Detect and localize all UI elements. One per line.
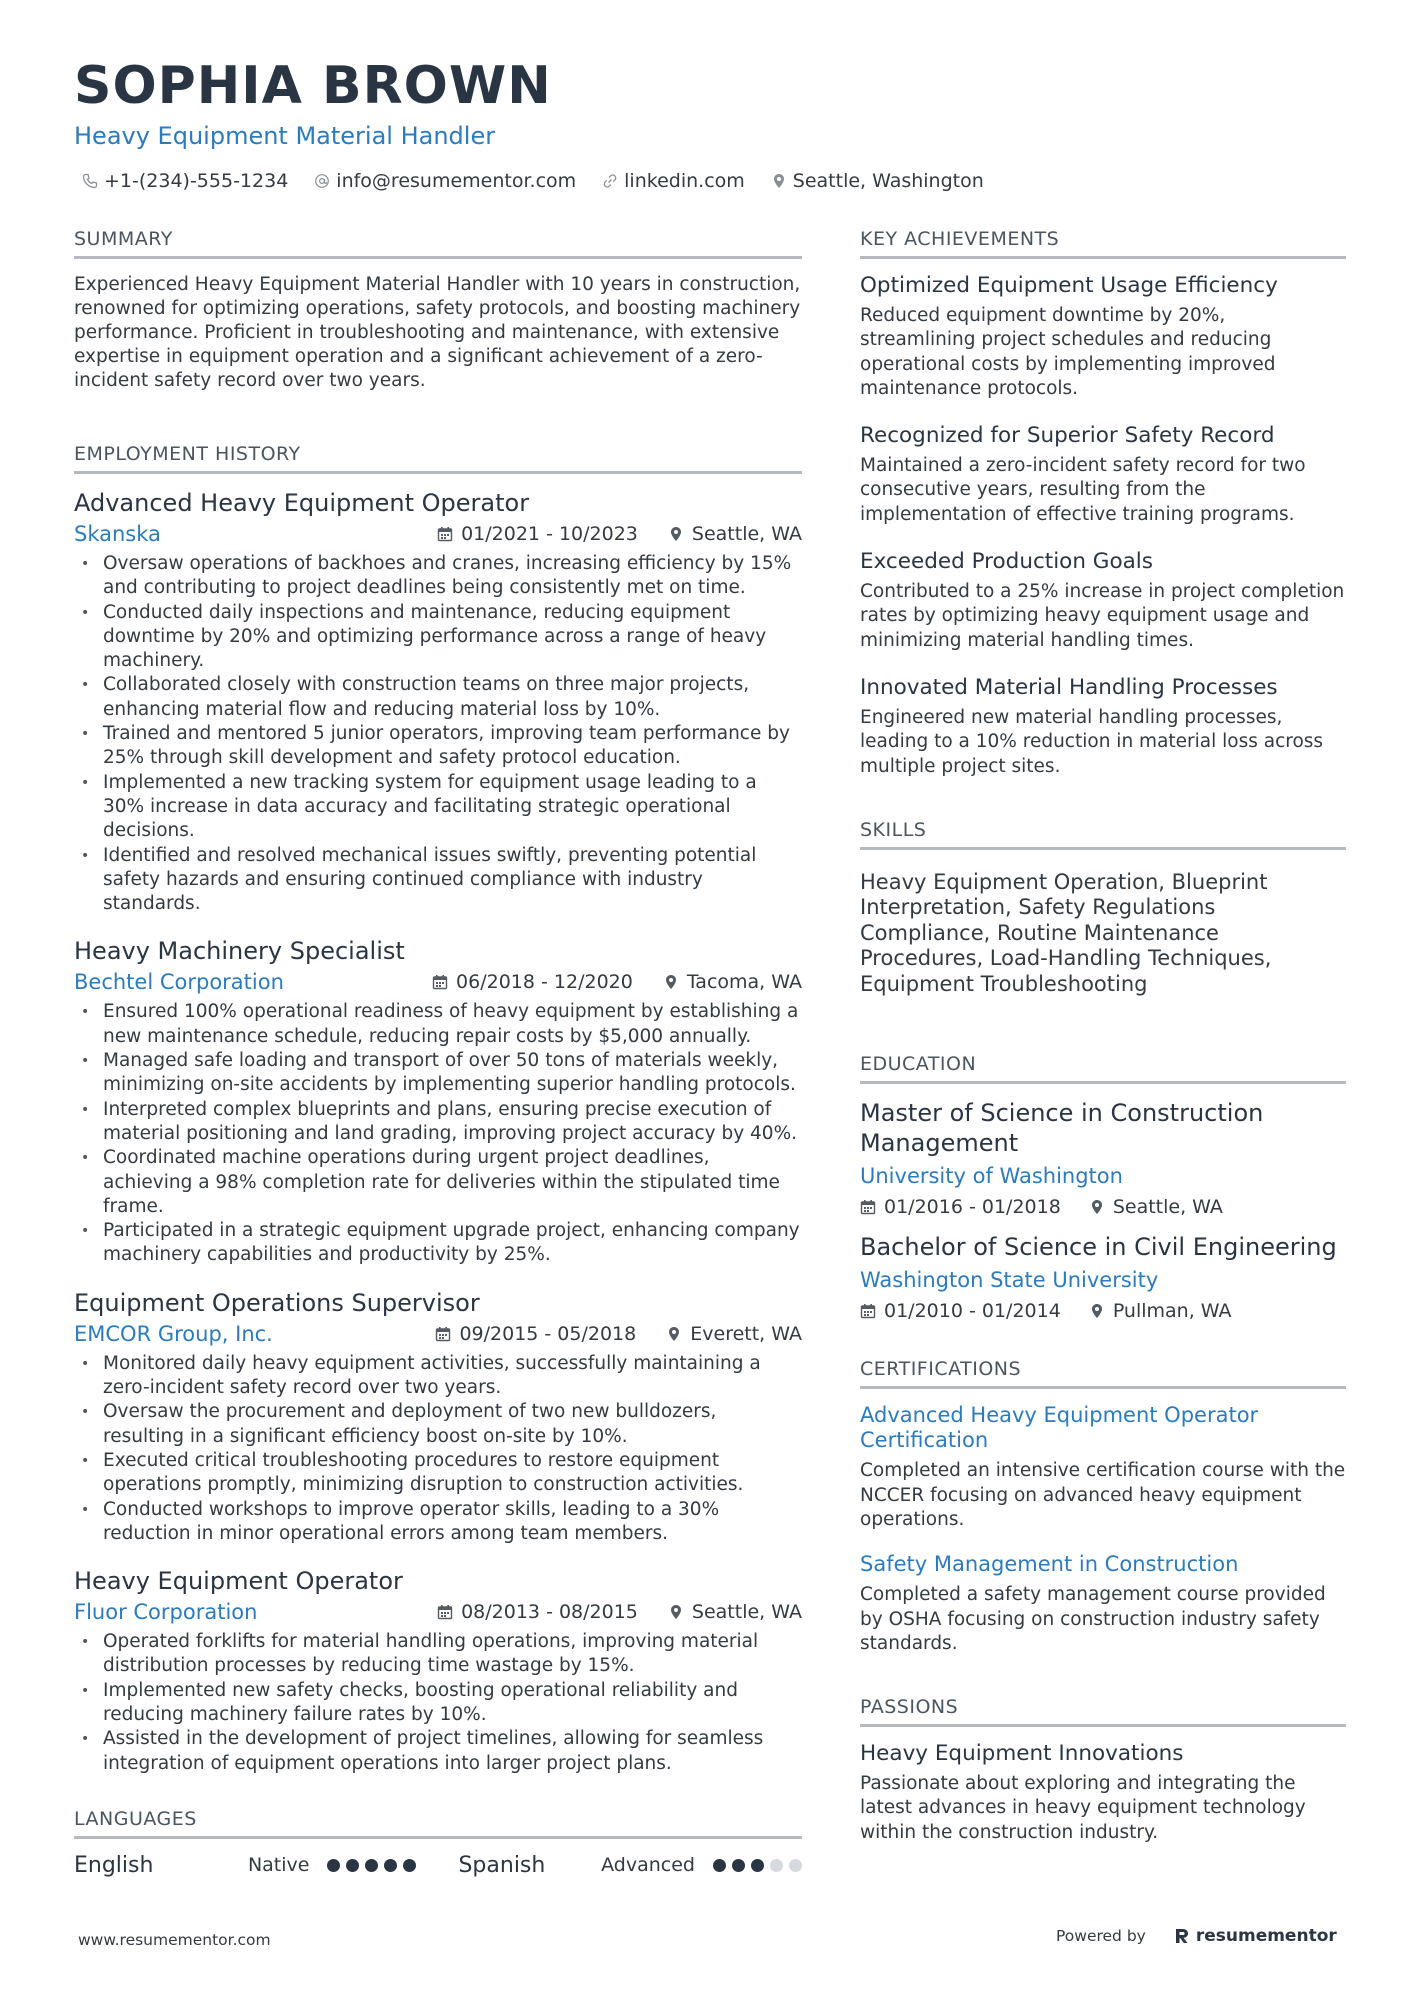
job-entry (74, 488, 802, 916)
education-dates: 01/2010 - 01/2014 (884, 1300, 1061, 1323)
list-item: • Participated in a strategic equipment upgrade project, enhancing company machinery capabilities and productivity by 25%. (74, 1219, 802, 1268)
job-entry (74, 1566, 802, 1776)
footer-website[interactable]: www.resumementor.com (78, 1931, 271, 1949)
right-column (860, 228, 1346, 1867)
left-column (74, 228, 802, 1878)
job-meta (74, 1322, 802, 1346)
list-item: • Interpreted complex blueprints and plans, ensuring precise execution of material positioning and land grading, improving project accuracy by 40%. (74, 1098, 802, 1147)
job-meta (74, 522, 802, 546)
language-rating (327, 1859, 416, 1872)
link-icon (602, 173, 618, 189)
certification-text: Completed an intensive certification course with the NCCER focusing on advanced heavy equipment operations. (860, 1460, 1346, 1530)
job-dates: 01/2021 - 10/2023 (461, 523, 638, 545)
language-name: English (74, 1852, 154, 1878)
brand-name: resumementor (1195, 1926, 1337, 1946)
list-item: • Conducted workshops to improve operator skills, leading to a 30% reduction in minor operational errors among team members. (74, 1498, 802, 1547)
passions-section (860, 1696, 1346, 1845)
education-item (860, 1232, 1346, 1322)
contact-phone-text: +1-(234)-555-1234 (104, 170, 289, 192)
rating-dot (327, 1859, 340, 1872)
section-title-certifications: CERTIFICATIONS (860, 1358, 1346, 1389)
rating-dot (346, 1859, 359, 1872)
email-icon (314, 173, 330, 189)
section-title-skills: SKILLS (860, 819, 1346, 850)
location-icon (663, 974, 679, 990)
achievement-text: Maintained a zero-incident safety record for two consecutive years, resulting from the implementation of effective training programs. (860, 455, 1306, 525)
rating-dot (770, 1859, 783, 1872)
calendar-icon (435, 1326, 451, 1342)
location-icon (1089, 1199, 1105, 1215)
job-location: Seattle, WA (691, 1601, 802, 1624)
languages-section (74, 1808, 802, 1878)
location-icon (666, 1326, 682, 1342)
job-dates: 08/2013 - 08/2015 (461, 1601, 638, 1624)
list-item: • Coordinated machine operations during urgent project deadlines, achieving a 98% completion rate for deliveries within the stipulated time frame. (74, 1146, 802, 1219)
job-bullets (74, 552, 802, 916)
rating-dot (789, 1859, 802, 1872)
rating-dot (751, 1859, 764, 1872)
contact-location (771, 170, 984, 192)
certification-text: Completed a safety management course provided by OSHA focusing on construction industry safety standards. (860, 1584, 1326, 1654)
job-title: Heavy Equipment Operator (74, 1567, 403, 1596)
achievement-title: Optimized Equipment Usage Efficiency (860, 273, 1278, 298)
language-level: Advanced (601, 1854, 695, 1877)
education-location: Seattle, WA (1112, 1196, 1223, 1219)
rating-dot (713, 1859, 726, 1872)
list-item: • Ensured 100% operational readiness of heavy equipment by establishing a new maintenance schedule, reducing repair costs by $5,000 annually. (74, 1000, 802, 1049)
rating-dot (384, 1859, 397, 1872)
list-item: • Trained and mentored 5 junior operators, improving team performance by 25% through skill development and safety protocol education. (74, 722, 802, 771)
job-entry (74, 1288, 802, 1546)
achievements-section (860, 228, 1346, 779)
candidate-name: SOPHIA BROWN (74, 56, 552, 116)
job-title: Equipment Operations Supervisor (74, 1288, 480, 1317)
contact-bar (82, 170, 984, 192)
section-title-languages: LANGUAGES (74, 1808, 802, 1839)
passion-title: Heavy Equipment Innovations (860, 1741, 1184, 1767)
job-meta (74, 1600, 802, 1624)
rating-dot (403, 1859, 416, 1872)
list-item: • Executed critical troubleshooting procedures to restore equipment operations promptly, minimizing disruption to construction activities. (74, 1449, 802, 1498)
job-company: Bechtel Corporation (74, 970, 284, 995)
calendar-icon (860, 1199, 876, 1215)
education-degree: Bachelor of Science in Civil Engineering (860, 1233, 1337, 1262)
certification-title: Safety Management in Construction (860, 1552, 1239, 1577)
passion-item (860, 1741, 1346, 1845)
achievement-text: Engineered new material handling processes, leading to a 10% reduction in material loss across multiple project sites. (860, 706, 1324, 777)
section-title-summary: SUMMARY (74, 228, 802, 259)
achievement-title: Recognized for Superior Safety Record (860, 423, 1275, 449)
skills-text: Heavy Equipment Operation, Blueprint Interpretation, Safety Regulations Compliance, Routine Maintenance Procedures, Load-Handling Techniques, Equipment Troubleshooting (860, 869, 1272, 996)
contact-location-text: Seattle, Washington (792, 170, 984, 192)
job-title: Heavy Machinery Specialist (74, 937, 405, 966)
achievement-item (860, 549, 1346, 653)
calendar-icon (432, 974, 448, 990)
list-item: • Conducted daily inspections and maintenance, reducing equipment downtime by 20% and optimizing performance across a range of heavy machinery. (74, 601, 802, 674)
job-bullets (74, 1000, 802, 1267)
section-title-achievements: KEY ACHIEVEMENTS (860, 228, 1346, 259)
section-title-employment: EMPLOYMENT HISTORY (74, 443, 802, 474)
powered-by-label: Powered by (1056, 1927, 1146, 1945)
job-company: EMCOR Group, Inc. (74, 1321, 273, 1346)
job-company: Fluor Corporation (74, 1600, 258, 1625)
achievement-title: Innovated Material Handling Processes (860, 674, 1278, 700)
job-bullets (74, 1352, 802, 1546)
rating-dot (365, 1859, 378, 1872)
rating-dot (732, 1859, 745, 1872)
contact-linkedin-text: linkedin.com (624, 170, 745, 192)
education-school: Washington State University (860, 1268, 1159, 1293)
education-school: University of Washington (860, 1164, 1123, 1189)
list-item: • Implemented a new tracking system for equipment usage leading to a 30% increase in data accuracy and facilitating strategic operational decisions. (74, 771, 802, 844)
brand-logo-icon (1174, 1927, 1190, 1945)
language-rating (713, 1859, 802, 1872)
skills-section (860, 819, 1346, 998)
education-dates: 01/2016 - 01/2018 (884, 1196, 1061, 1219)
summary-text: Experienced Heavy Equipment Material Handler with 10 years in construction, renowned for optimizing operations, safety protocols, and boosting machinery performance. Proficient in troubleshooting and maintenance, with extensive expertise in equipment operation and a significant achievement of a zero-incident safety record over two years. (74, 274, 801, 391)
location-icon (668, 1604, 684, 1620)
achievement-text: Contributed to a 25% increase in project completion rates by optimizing heavy equipment usage and minimizing material handling times. (860, 581, 1345, 651)
education-item (860, 1098, 1346, 1218)
list-item: • Oversaw operations of backhoes and cranes, increasing efficiency by 15% and contributing to project deadlines being consistently met on time. (74, 552, 802, 601)
certification-item (860, 1403, 1346, 1532)
footer-branding (1056, 1926, 1337, 1946)
certification-title: Advanced Heavy Equipment Operator Certification (860, 1403, 1259, 1453)
calendar-icon (860, 1303, 876, 1319)
job-location: Everett, WA (690, 1322, 802, 1345)
contact-email-text: info@resumementor.com (336, 170, 577, 192)
job-bullets (74, 1630, 802, 1776)
candidate-role: Heavy Equipment Material Handler (74, 122, 496, 150)
certification-item (860, 1552, 1346, 1656)
summary-section (74, 228, 802, 393)
achievement-item (860, 423, 1346, 527)
list-item: • Collaborated closely with construction teams on three major projects, enhancing material flow and reducing material loss by 10%. (74, 673, 802, 722)
job-location: Seattle, WA (691, 523, 802, 545)
job-dates: 06/2018 - 12/2020 (456, 971, 633, 994)
list-item: • Managed safe loading and transport of over 50 tons of materials weekly, minimizing on-site accidents by implementing superior handling protocols. (74, 1049, 802, 1098)
achievement-item (860, 273, 1346, 401)
section-title-passions: PASSIONS (860, 1696, 1346, 1727)
list-item: • Operated forklifts for material handling operations, improving material distribution processes by reducing time wastage by 15%. (74, 1630, 802, 1679)
calendar-icon (437, 526, 453, 542)
language-name: Spanish (458, 1852, 546, 1878)
list-item: • Implemented new safety checks, boosting operational reliability and reducing machinery failure rates by 10%. (74, 1679, 802, 1728)
job-company: Skanska (74, 522, 161, 546)
list-item: • Oversaw the procurement and deployment of two new bulldozers, resulting in a significant efficiency boost on-site by 10%. (74, 1400, 802, 1449)
contact-email[interactable] (314, 170, 576, 192)
calendar-icon (437, 1604, 453, 1620)
location-icon (1089, 1303, 1105, 1319)
job-location: Tacoma, WA (686, 971, 802, 994)
employment-section (74, 443, 802, 1776)
phone-icon (82, 173, 98, 189)
brand-logo[interactable] (1174, 1926, 1337, 1946)
achievement-text: Reduced equipment downtime by 20%, streamlining project schedules and reducing operational costs by implementing improved maintenance protocols. (860, 305, 1276, 399)
passion-text: Passionate about exploring and integrating the latest advances in heavy equipment technology within the construction industry. (860, 1773, 1306, 1843)
section-title-education: EDUCATION (860, 1053, 1346, 1084)
education-degree: Master of Science in Construction Management (860, 1099, 1264, 1158)
list-item: • Assisted in the development of project timelines, allowing for seamless integration of equipment operations into larger project plans. (74, 1727, 802, 1776)
contact-linkedin[interactable] (602, 170, 745, 192)
list-item: • Identified and resolved mechanical issues swiftly, preventing potential safety hazards and ensuring continued compliance with industry standards. (74, 844, 802, 917)
job-meta (74, 970, 802, 994)
job-title: Advanced Heavy Equipment Operator (74, 489, 530, 517)
location-icon (771, 173, 787, 189)
list-item: • Monitored daily heavy equipment activities, successfully maintaining a zero-incident safety record over two years. (74, 1352, 802, 1401)
certifications-section (860, 1358, 1346, 1656)
language-level: Native (247, 1854, 310, 1877)
job-entry (74, 936, 802, 1267)
education-location: Pullman, WA (1112, 1300, 1232, 1323)
achievement-item (860, 675, 1346, 779)
job-dates: 09/2015 - 05/2018 (459, 1322, 637, 1345)
location-icon (668, 526, 684, 542)
languages-row (74, 1853, 802, 1878)
achievement-title: Exceeded Production Goals (860, 549, 1153, 575)
contact-phone[interactable] (82, 170, 288, 192)
education-section (860, 1053, 1346, 1322)
